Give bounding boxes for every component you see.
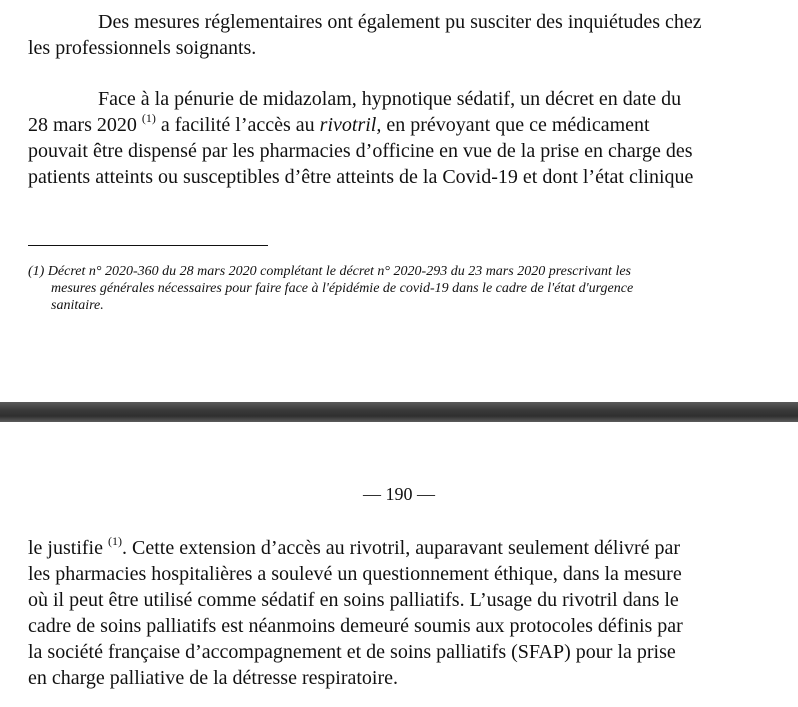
- text-line: pouvait être dispensé par les pharmacies d’officine en vue de la prise en charge des: [28, 140, 693, 162]
- footnote-line: sanitaire.: [51, 298, 104, 313]
- text-line: les pharmacies hospitalières a soulevé un questionnement éthique, dans la mesure: [28, 563, 682, 585]
- paragraph-rivotril-extension: [28, 535, 750, 691]
- text-line: Face à la pénurie de midazolam, hypnotique sédatif, un décret en date du: [98, 88, 682, 110]
- drug-name-italic: rivotril,: [319, 114, 382, 136]
- text-line: les professionnels soignants.: [28, 37, 257, 59]
- text-line: Des mesures réglementaires ont également pu susciter des inquiétudes chez: [98, 11, 702, 33]
- text-line: la société française d’accompagnement et de soins palliatifs (SFAP) pour la prise: [28, 641, 676, 663]
- page-separator: [0, 402, 798, 422]
- footnote-reference: (1): [141, 111, 156, 125]
- text-line: en charge palliative de la détresse respiratoire.: [28, 667, 399, 689]
- footnote-line: (1) Décret n° 2020-360 du 28 mars 2020 complétant le décret n° 2020-293 du 23 mars 2020 prescrivant les: [28, 264, 631, 279]
- text-line: 28 mars 2020 $^{(1)}$ a facilité l’accès au rivotril, en prévoyant que ce médicament: [28, 111, 650, 136]
- paragraph-regulatory-concerns: [28, 9, 750, 61]
- paragraph-midazolam-shortage: [28, 86, 750, 190]
- footnote-line: mesures générales nécessaires pour faire face à l'épidémie de covid-19 dans le cadre de l'état d'urgence: [51, 281, 634, 296]
- footnote-reference: (1): [107, 534, 122, 548]
- page-number: — 190 —: [363, 484, 435, 504]
- text-line: où il peut être utilisé comme sédatif en soins palliatifs. L’usage du rivotril dans le: [28, 589, 679, 611]
- text-line: le justifie $^{(1)}$. Cette extension d’accès au rivotril, auparavant seulement délivré par: [28, 534, 681, 559]
- footnote-decree: [28, 263, 750, 314]
- footnote-rule: [28, 245, 268, 246]
- text-line: cadre de soins palliatifs est néanmoins demeuré soumis aux protocoles définis par: [28, 615, 683, 637]
- text-line: patients atteints ou susceptibles d’être atteints de la Covid-19 et dont l’état clinique: [28, 166, 694, 188]
